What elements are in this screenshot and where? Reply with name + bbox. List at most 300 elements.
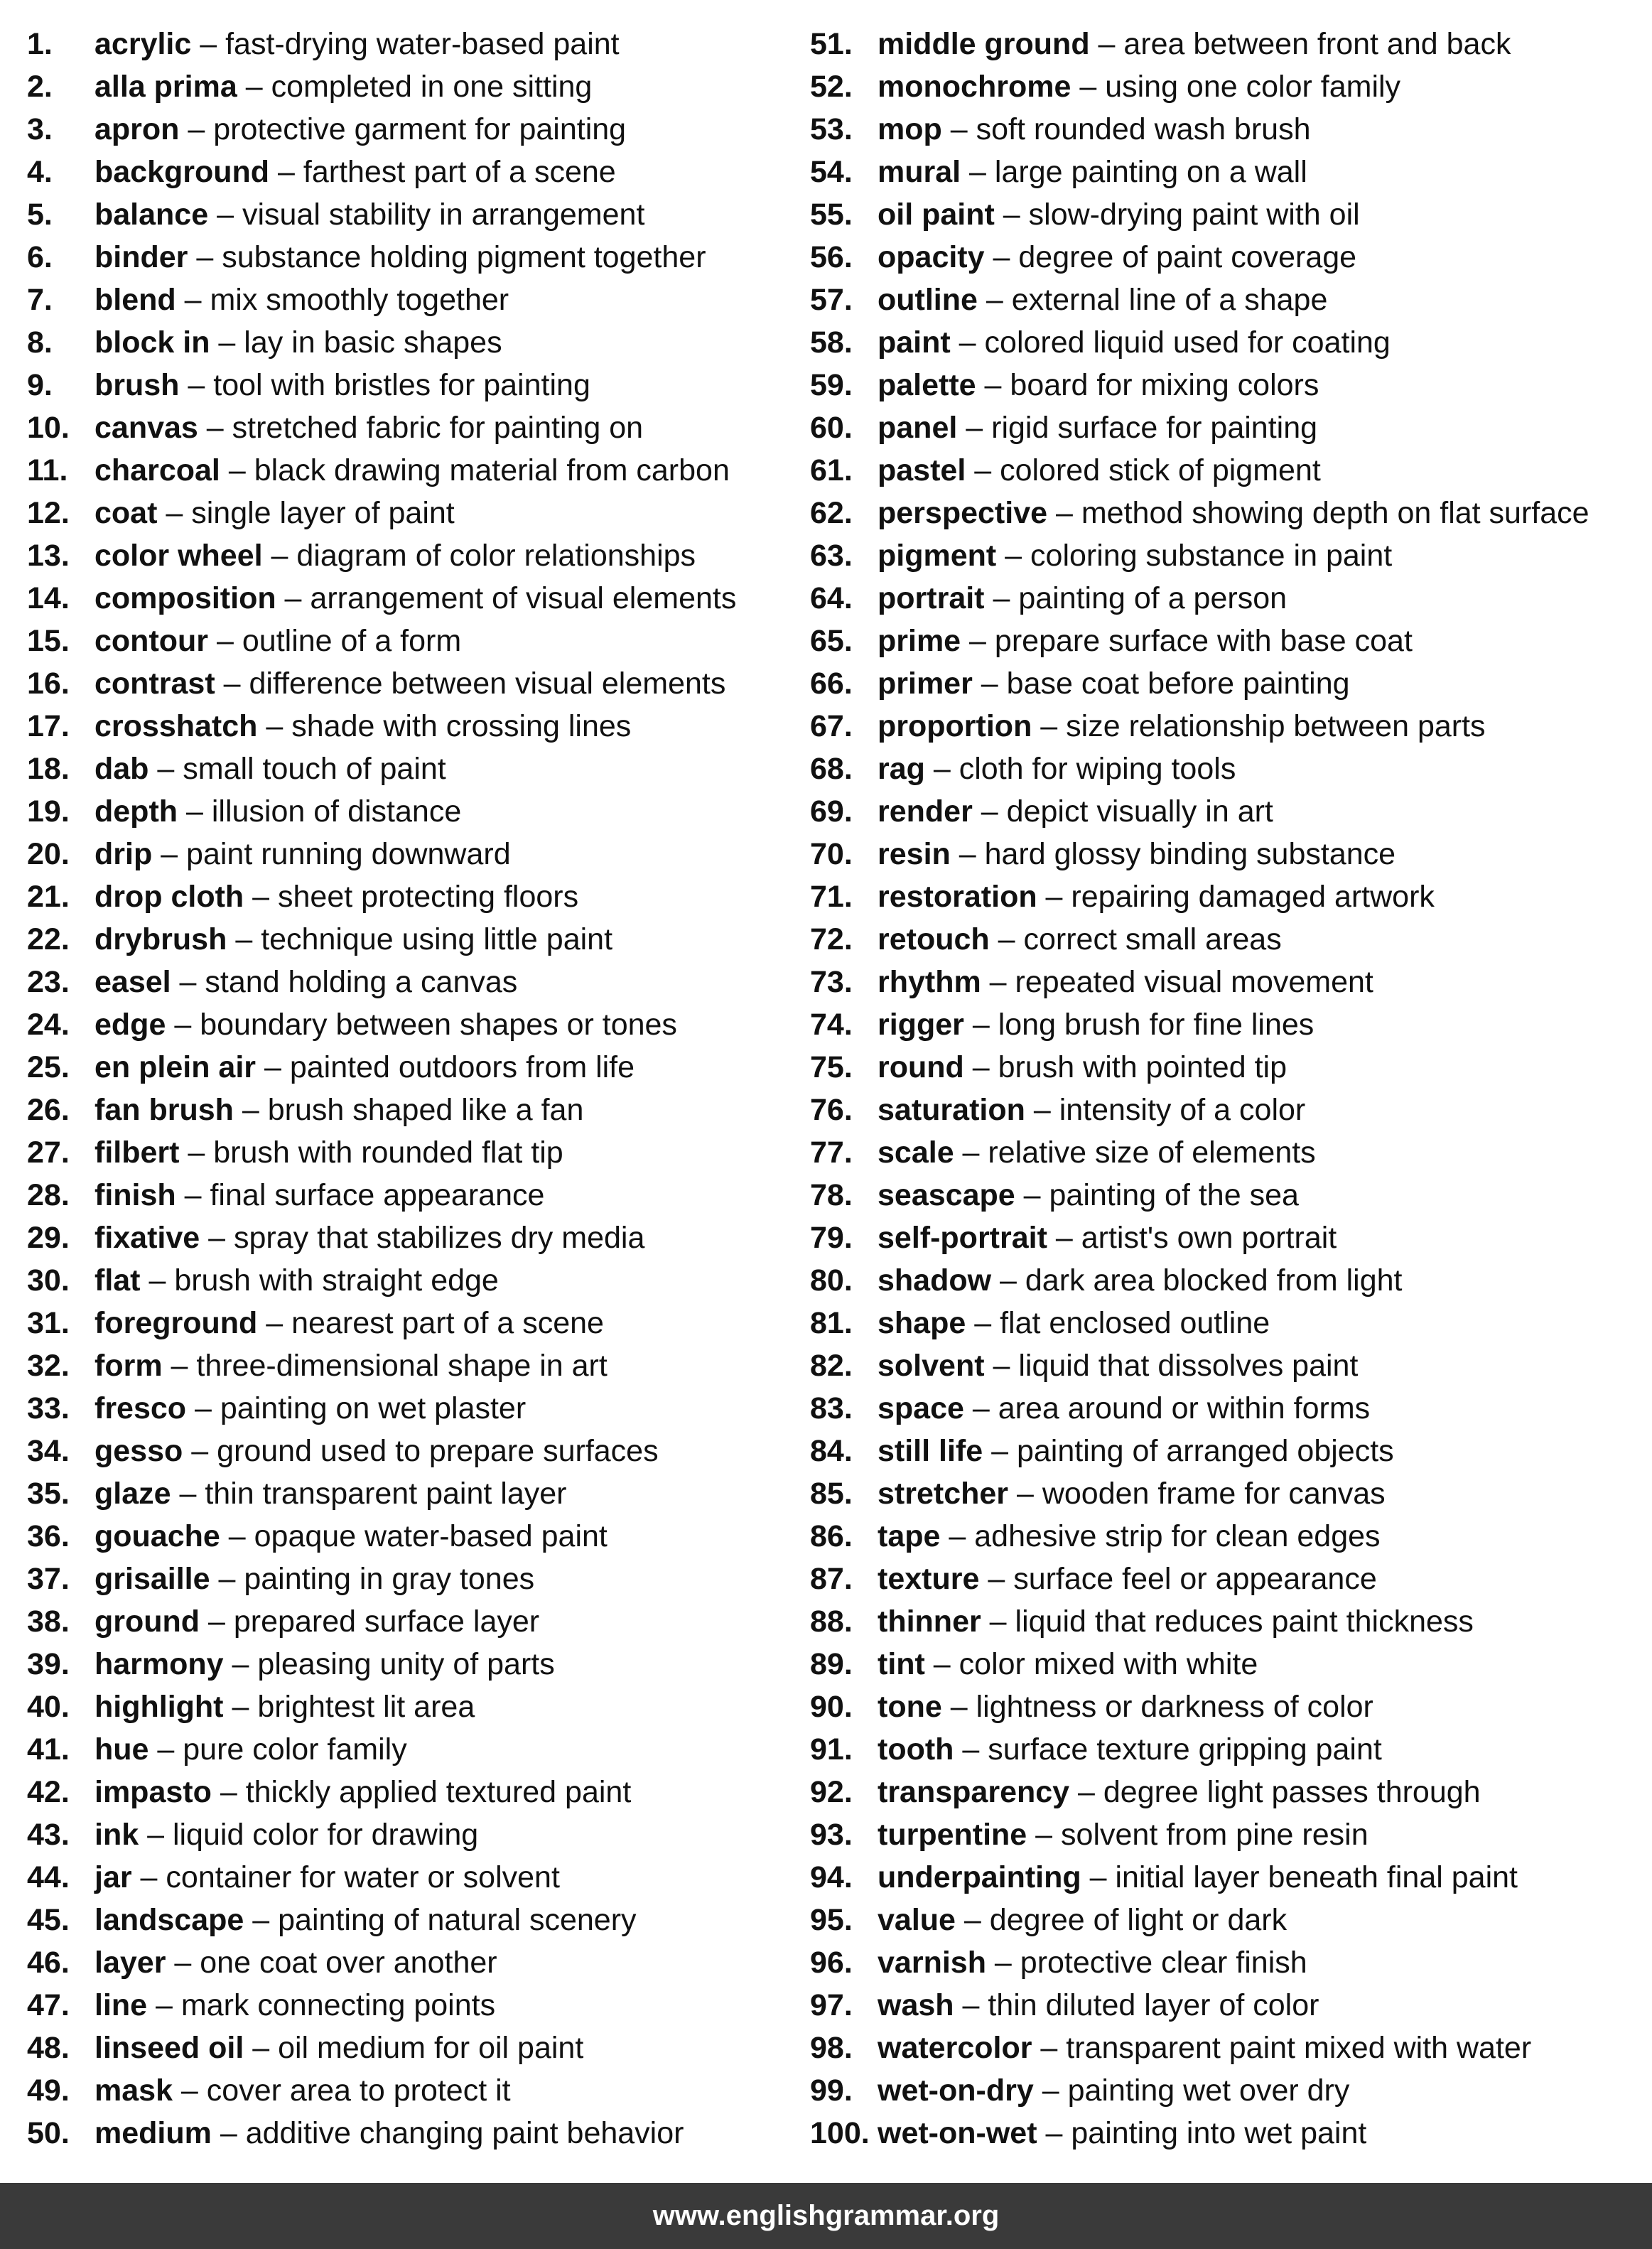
entry-term: middle ground <box>878 27 1090 61</box>
entry-definition: brush with straight edge <box>174 1263 499 1298</box>
vocabulary-entry <box>810 662 1648 705</box>
entry-term: tooth <box>878 1732 954 1767</box>
entry-term: palette <box>878 368 976 402</box>
entry-separator: – <box>237 70 271 104</box>
entry-separator: – <box>986 1946 1020 1980</box>
entry-definition: shade with crossing lines <box>291 709 632 743</box>
entry-definition: area around or within forms <box>998 1391 1371 1425</box>
vocabulary-entry <box>810 1984 1648 2027</box>
entry-text <box>95 1430 659 1472</box>
vocabulary-entry <box>27 1217 794 1259</box>
entry-term: saturation <box>878 1093 1025 1127</box>
entry-term: fan brush <box>95 1093 234 1127</box>
entry-separator: – <box>1008 1477 1042 1511</box>
footer-bar <box>0 2183 1652 2249</box>
entry-definition: transparent paint mixed with water <box>1066 2031 1532 2065</box>
entry-text <box>878 1899 1287 1941</box>
entry-definition: intensity of a color <box>1059 1093 1306 1127</box>
entry-definition: stretched fabric for painting on <box>232 411 644 445</box>
entry-term: resin <box>878 837 951 871</box>
vocabulary-entry <box>810 1686 1648 1728</box>
entry-text <box>95 662 725 705</box>
entry-term: shape <box>878 1306 966 1340</box>
entry-text <box>95 1813 478 1856</box>
entry-definition: small touch of paint <box>183 752 446 786</box>
vocabulary-entry <box>27 705 794 748</box>
entry-separator: – <box>963 1391 998 1425</box>
entry-separator: – <box>211 2116 246 2150</box>
footer-url[interactable]: www.englishgrammar.org <box>652 2200 1000 2231</box>
vocabulary-entry <box>810 321 1648 364</box>
entry-text <box>878 918 1282 961</box>
vocabulary-entry <box>27 1600 794 1643</box>
entry-separator: – <box>269 155 303 189</box>
entry-number: 80. <box>810 1263 853 1298</box>
entry-number: 5. <box>27 198 53 232</box>
entry-number: 36. <box>27 1519 70 1553</box>
entry-separator: – <box>950 325 985 360</box>
entry-term: solvent <box>878 1349 985 1383</box>
entry-term: crosshatch <box>95 709 258 743</box>
entry-text <box>878 833 1395 875</box>
entry-separator: – <box>131 1860 166 1894</box>
entry-definition: base coat before painting <box>1006 667 1350 701</box>
entry-text <box>878 1217 1337 1259</box>
entry-number: 90. <box>810 1690 853 1724</box>
entry-definition: surface texture gripping paint <box>988 1732 1382 1767</box>
entry-term: hue <box>95 1732 149 1767</box>
entry-number: 44. <box>27 1860 70 1894</box>
entry-separator: – <box>961 155 995 189</box>
entry-term: space <box>878 1391 964 1425</box>
entry-separator: – <box>257 709 292 743</box>
entry-term: rag <box>878 752 925 786</box>
entry-term: blend <box>95 283 176 317</box>
vocabulary-entry <box>810 65 1648 108</box>
entry-text <box>95 1686 475 1728</box>
entry-text <box>95 1387 526 1430</box>
entry-definition: painted outdoors from life <box>289 1050 635 1084</box>
entry-text <box>95 1600 539 1643</box>
entry-definition: degree of paint coverage <box>1018 240 1357 274</box>
entry-term: alla prima <box>95 70 237 104</box>
entry-number: 30. <box>27 1263 70 1298</box>
entry-definition: pleasing unity of parts <box>257 1647 555 1681</box>
entry-separator: – <box>1032 709 1067 743</box>
entry-text <box>878 406 1317 449</box>
entry-separator: – <box>220 1519 254 1553</box>
entry-text <box>95 875 578 918</box>
entry-number: 73. <box>810 965 853 999</box>
entry-separator: – <box>961 624 995 658</box>
entry-text <box>95 1558 534 1600</box>
entry-definition: boundary between shapes or tones <box>200 1008 677 1042</box>
entry-term: balance <box>95 198 209 232</box>
entry-text <box>95 918 612 961</box>
entry-definition: liquid color for drawing <box>172 1818 479 1852</box>
entry-term: easel <box>95 965 171 999</box>
entry-text <box>95 108 626 151</box>
entry-number: 25. <box>27 1050 70 1084</box>
vocabulary-entry <box>27 790 794 833</box>
entry-definition: cloth for wiping tools <box>959 752 1236 786</box>
entry-separator: – <box>208 198 242 232</box>
entry-definition: brightest lit area <box>257 1690 475 1724</box>
entry-term: retouch <box>878 922 990 956</box>
entry-number: 22. <box>27 922 70 956</box>
entry-definition: final surface appearance <box>210 1178 545 1212</box>
entry-term: color wheel <box>95 539 263 573</box>
entry-text <box>878 321 1391 364</box>
entry-separator: – <box>954 1988 988 2022</box>
entry-separator: – <box>186 1391 220 1425</box>
entry-separator: – <box>981 1604 1015 1639</box>
entry-number: 43. <box>27 1818 70 1852</box>
entry-number: 24. <box>27 1008 70 1042</box>
vocabulary-entry <box>27 833 794 875</box>
entry-definition: method showing depth on flat surface <box>1081 496 1589 530</box>
vocabulary-entry <box>810 1174 1648 1217</box>
entry-text <box>878 1856 1518 1899</box>
vocabulary-entry <box>27 577 794 620</box>
entry-term: outline <box>878 283 978 317</box>
entry-separator: – <box>1037 2116 1071 2150</box>
entry-number: 3. <box>27 112 53 146</box>
entry-text <box>878 1686 1373 1728</box>
entry-separator: – <box>1047 1221 1081 1255</box>
entry-definition: solvent from pine resin <box>1061 1818 1368 1852</box>
entry-number: 98. <box>810 2031 853 2065</box>
entry-definition: repeated visual movement <box>1015 965 1373 999</box>
entry-number: 96. <box>810 1946 853 1980</box>
entry-definition: size relationship between parts <box>1066 709 1486 743</box>
entry-text <box>95 2112 684 2154</box>
entry-text <box>95 1643 555 1686</box>
vocabulary-entry <box>810 534 1648 577</box>
entry-separator: – <box>152 837 187 871</box>
entry-definition: colored stick of pigment <box>1000 453 1321 487</box>
vocabulary-entry <box>810 2069 1648 2112</box>
entry-separator: – <box>223 1690 258 1724</box>
entry-term: foreground <box>95 1306 258 1340</box>
entry-definition: thin diluted layer of color <box>988 1988 1319 2022</box>
vocabulary-entry <box>810 833 1648 875</box>
vocabulary-entry <box>810 1813 1648 1856</box>
entry-term: wet-on-dry <box>878 2073 1034 2108</box>
entry-text <box>95 1856 560 1899</box>
entry-term: turpentine <box>878 1818 1027 1852</box>
entry-definition: depict visually in art <box>1006 794 1273 829</box>
entry-text <box>878 1558 1377 1600</box>
entry-text <box>878 748 1236 790</box>
entry-number: 33. <box>27 1391 70 1425</box>
vocabulary-entry <box>810 1600 1648 1643</box>
vocabulary-entry <box>810 1643 1648 1686</box>
entry-number: 32. <box>27 1349 70 1383</box>
entry-number: 68. <box>810 752 853 786</box>
entry-separator: – <box>972 794 1007 829</box>
entry-separator: – <box>162 1349 197 1383</box>
entry-term: gesso <box>95 1434 183 1468</box>
entry-separator: – <box>963 1008 998 1042</box>
entry-text <box>878 449 1321 492</box>
entry-number: 52. <box>810 70 853 104</box>
entry-definition: illusion of distance <box>211 794 462 829</box>
entry-number: 93. <box>810 1818 853 1852</box>
entry-text <box>95 1771 631 1813</box>
entry-separator: – <box>1071 70 1106 104</box>
entry-number: 54. <box>810 155 853 189</box>
entry-separator: – <box>191 27 226 61</box>
entry-text <box>878 1344 1358 1387</box>
entry-text <box>878 620 1413 662</box>
entry-term: flat <box>95 1263 141 1298</box>
entry-definition: external line of a shape <box>1011 283 1328 317</box>
entry-separator: – <box>211 1775 246 1809</box>
entry-definition: difference between visual elements <box>249 667 726 701</box>
entry-separator: – <box>256 1050 290 1084</box>
vocabulary-entry <box>810 1046 1648 1089</box>
entry-text <box>95 620 461 662</box>
entry-term: primer <box>878 667 973 701</box>
entry-term: coat <box>95 496 158 530</box>
entry-number: 26. <box>27 1093 70 1127</box>
entry-number: 20. <box>27 837 70 871</box>
entry-separator: – <box>1027 1818 1062 1852</box>
entry-separator: – <box>198 411 232 445</box>
entry-definition: color mixed with white <box>959 1647 1258 1681</box>
entry-text <box>878 534 1392 577</box>
entry-text <box>95 577 736 620</box>
entry-separator: – <box>149 752 183 786</box>
entry-text <box>95 1899 637 1941</box>
entry-definition: adhesive strip for clean edges <box>974 1519 1381 1553</box>
entry-text <box>95 236 706 279</box>
entry-number: 97. <box>810 1988 853 2022</box>
entry-number: 69. <box>810 794 853 829</box>
entry-text <box>95 1259 499 1302</box>
entry-term: opacity <box>878 240 985 274</box>
entry-text <box>878 279 1327 321</box>
entry-separator: – <box>227 922 261 956</box>
entry-term: mural <box>878 155 961 189</box>
vocabulary-entry <box>810 790 1648 833</box>
entry-separator: – <box>966 453 1000 487</box>
entry-separator: – <box>178 794 212 829</box>
entry-text <box>878 705 1486 748</box>
vocabulary-entry <box>27 1728 794 1771</box>
entry-text <box>878 577 1287 620</box>
entry-definition: degree light passes through <box>1103 1775 1481 1809</box>
entry-separator: – <box>244 1903 279 1937</box>
entry-definition: correct small areas <box>1023 922 1282 956</box>
vocabulary-entry <box>27 406 794 449</box>
entry-definition: outline of a form <box>242 624 462 658</box>
entry-text <box>878 1046 1287 1089</box>
entry-text <box>878 2112 1366 2154</box>
vocabulary-entry <box>27 1643 794 1686</box>
entry-text <box>878 1174 1299 1217</box>
entry-separator: – <box>183 1434 217 1468</box>
entry-separator: – <box>149 1732 183 1767</box>
vocabulary-entry <box>810 620 1648 662</box>
vocabulary-entry <box>810 1771 1648 1813</box>
vocabulary-entry <box>810 705 1648 748</box>
entry-text <box>878 65 1400 108</box>
entry-separator: – <box>244 880 279 914</box>
entry-term: linseed oil <box>95 2031 244 2065</box>
entry-term: drop cloth <box>95 880 244 914</box>
entry-number: 81. <box>810 1306 853 1340</box>
entry-separator: – <box>172 2073 207 2108</box>
entry-separator: – <box>147 1988 181 2022</box>
entry-number: 6. <box>27 240 53 274</box>
vocabulary-entry <box>810 1003 1648 1046</box>
entry-separator: – <box>983 1434 1017 1468</box>
entry-separator: – <box>981 965 1015 999</box>
entry-definition: pure color family <box>183 1732 407 1767</box>
entry-definition: liquid that reduces paint thickness <box>1015 1604 1474 1639</box>
entry-term: acrylic <box>95 27 192 61</box>
entry-term: en plein air <box>95 1050 257 1084</box>
entry-term: self-portrait <box>878 1221 1047 1255</box>
vocabulary-entry <box>27 1387 794 1430</box>
entry-term: stretcher <box>878 1477 1009 1511</box>
entry-separator: – <box>1047 496 1081 530</box>
entry-separator: – <box>979 1562 1014 1596</box>
entry-number: 51. <box>810 27 853 61</box>
vocabulary-entry <box>27 1686 794 1728</box>
entry-number: 59. <box>810 368 853 402</box>
entry-definition: protective garment for painting <box>213 112 627 146</box>
vocabulary-entry <box>810 1217 1648 1259</box>
entry-text <box>878 108 1311 151</box>
entry-number: 75. <box>810 1050 853 1084</box>
entry-term: layer <box>95 1946 166 1980</box>
entry-term: thinner <box>878 1604 981 1639</box>
entry-term: contour <box>95 624 209 658</box>
entry-term: watercolor <box>878 2031 1032 2065</box>
entry-separator: – <box>972 667 1007 701</box>
entry-text <box>878 1302 1270 1344</box>
entry-separator: – <box>179 112 214 146</box>
entry-number: 92. <box>810 1775 853 1809</box>
entry-number: 76. <box>810 1093 853 1127</box>
entry-term: prime <box>878 624 961 658</box>
entry-number: 56. <box>810 240 853 274</box>
entry-number: 16. <box>27 667 70 701</box>
entry-term: landscape <box>95 1903 244 1937</box>
entry-definition: single layer of paint <box>191 496 455 530</box>
vocabulary-entry <box>27 321 794 364</box>
entry-text <box>95 748 446 790</box>
vocabulary-entry <box>27 65 794 108</box>
vocabulary-entry <box>27 875 794 918</box>
entry-number: 62. <box>810 496 853 530</box>
entry-separator: – <box>1025 1093 1059 1127</box>
entry-text <box>95 1003 677 1046</box>
vocabulary-entry <box>27 492 794 534</box>
entry-number: 10. <box>27 411 70 445</box>
entry-number: 28. <box>27 1178 70 1212</box>
entry-separator: – <box>1069 1775 1103 1809</box>
entry-term: monochrome <box>878 70 1071 104</box>
entry-number: 46. <box>27 1946 70 1980</box>
entry-text <box>95 1131 563 1174</box>
entry-term: grisaille <box>95 1562 210 1596</box>
entry-separator: – <box>176 1178 210 1212</box>
entry-term: texture <box>878 1562 980 1596</box>
entry-definition: thin transparent paint layer <box>205 1477 567 1511</box>
entry-number: 84. <box>810 1434 853 1468</box>
vocabulary-entry <box>810 1344 1648 1387</box>
vocabulary-entry <box>810 1515 1648 1558</box>
entry-term: drybrush <box>95 922 227 956</box>
entry-text <box>95 1089 583 1131</box>
entry-separator: – <box>957 411 992 445</box>
vocabulary-entry <box>27 961 794 1003</box>
entry-term: medium <box>95 2116 212 2150</box>
entry-number: 18. <box>27 752 70 786</box>
entry-separator: – <box>1015 1178 1049 1212</box>
entry-term: highlight <box>95 1690 224 1724</box>
entry-term: brush <box>95 368 180 402</box>
entry-separator: – <box>977 283 1012 317</box>
entry-text <box>878 1131 1316 1174</box>
entry-separator: – <box>924 1647 959 1681</box>
entry-number: 85. <box>810 1477 853 1511</box>
entry-number: 38. <box>27 1604 70 1639</box>
entry-term: line <box>95 1988 148 2022</box>
entry-definition: technique using little paint <box>261 922 613 956</box>
entry-number: 35. <box>27 1477 70 1511</box>
vocabulary-entry <box>27 2027 794 2069</box>
entry-definition: arrangement of visual elements <box>310 581 737 615</box>
vocabulary-entry <box>27 1131 794 1174</box>
entry-number: 13. <box>27 539 70 573</box>
entry-text <box>95 193 644 236</box>
vocabulary-entry <box>810 875 1648 918</box>
entry-separator: – <box>166 1008 200 1042</box>
vocabulary-entry <box>27 1771 794 1813</box>
entry-number: 37. <box>27 1562 70 1596</box>
entry-text <box>878 193 1360 236</box>
entry-number: 79. <box>810 1221 853 1255</box>
vocabulary-entry <box>810 1472 1648 1515</box>
entry-number: 27. <box>27 1136 70 1170</box>
entry-definition: soft rounded wash brush <box>976 112 1311 146</box>
vocabulary-entry <box>810 577 1648 620</box>
entry-separator: – <box>208 624 242 658</box>
entry-text <box>95 1344 608 1387</box>
entry-definition: additive changing paint behavior <box>245 2116 684 2150</box>
entry-term: still life <box>878 1434 983 1468</box>
entry-term: tint <box>878 1647 925 1681</box>
entry-term: scale <box>878 1136 954 1170</box>
vocabulary-entry <box>27 620 794 662</box>
entry-separator: – <box>1089 27 1124 61</box>
entry-definition: colored liquid used for coating <box>984 325 1391 360</box>
entry-term: pigment <box>878 539 997 573</box>
vocabulary-entry <box>27 2112 794 2154</box>
entry-number: 83. <box>810 1391 853 1425</box>
entry-definition: diagram of color relationships <box>296 539 696 573</box>
entry-definition: area between front and back <box>1123 27 1511 61</box>
entry-term: perspective <box>878 496 1048 530</box>
entry-definition: brush with pointed tip <box>998 1050 1287 1084</box>
entry-term: portrait <box>878 581 985 615</box>
entry-number: 50. <box>27 2116 70 2150</box>
